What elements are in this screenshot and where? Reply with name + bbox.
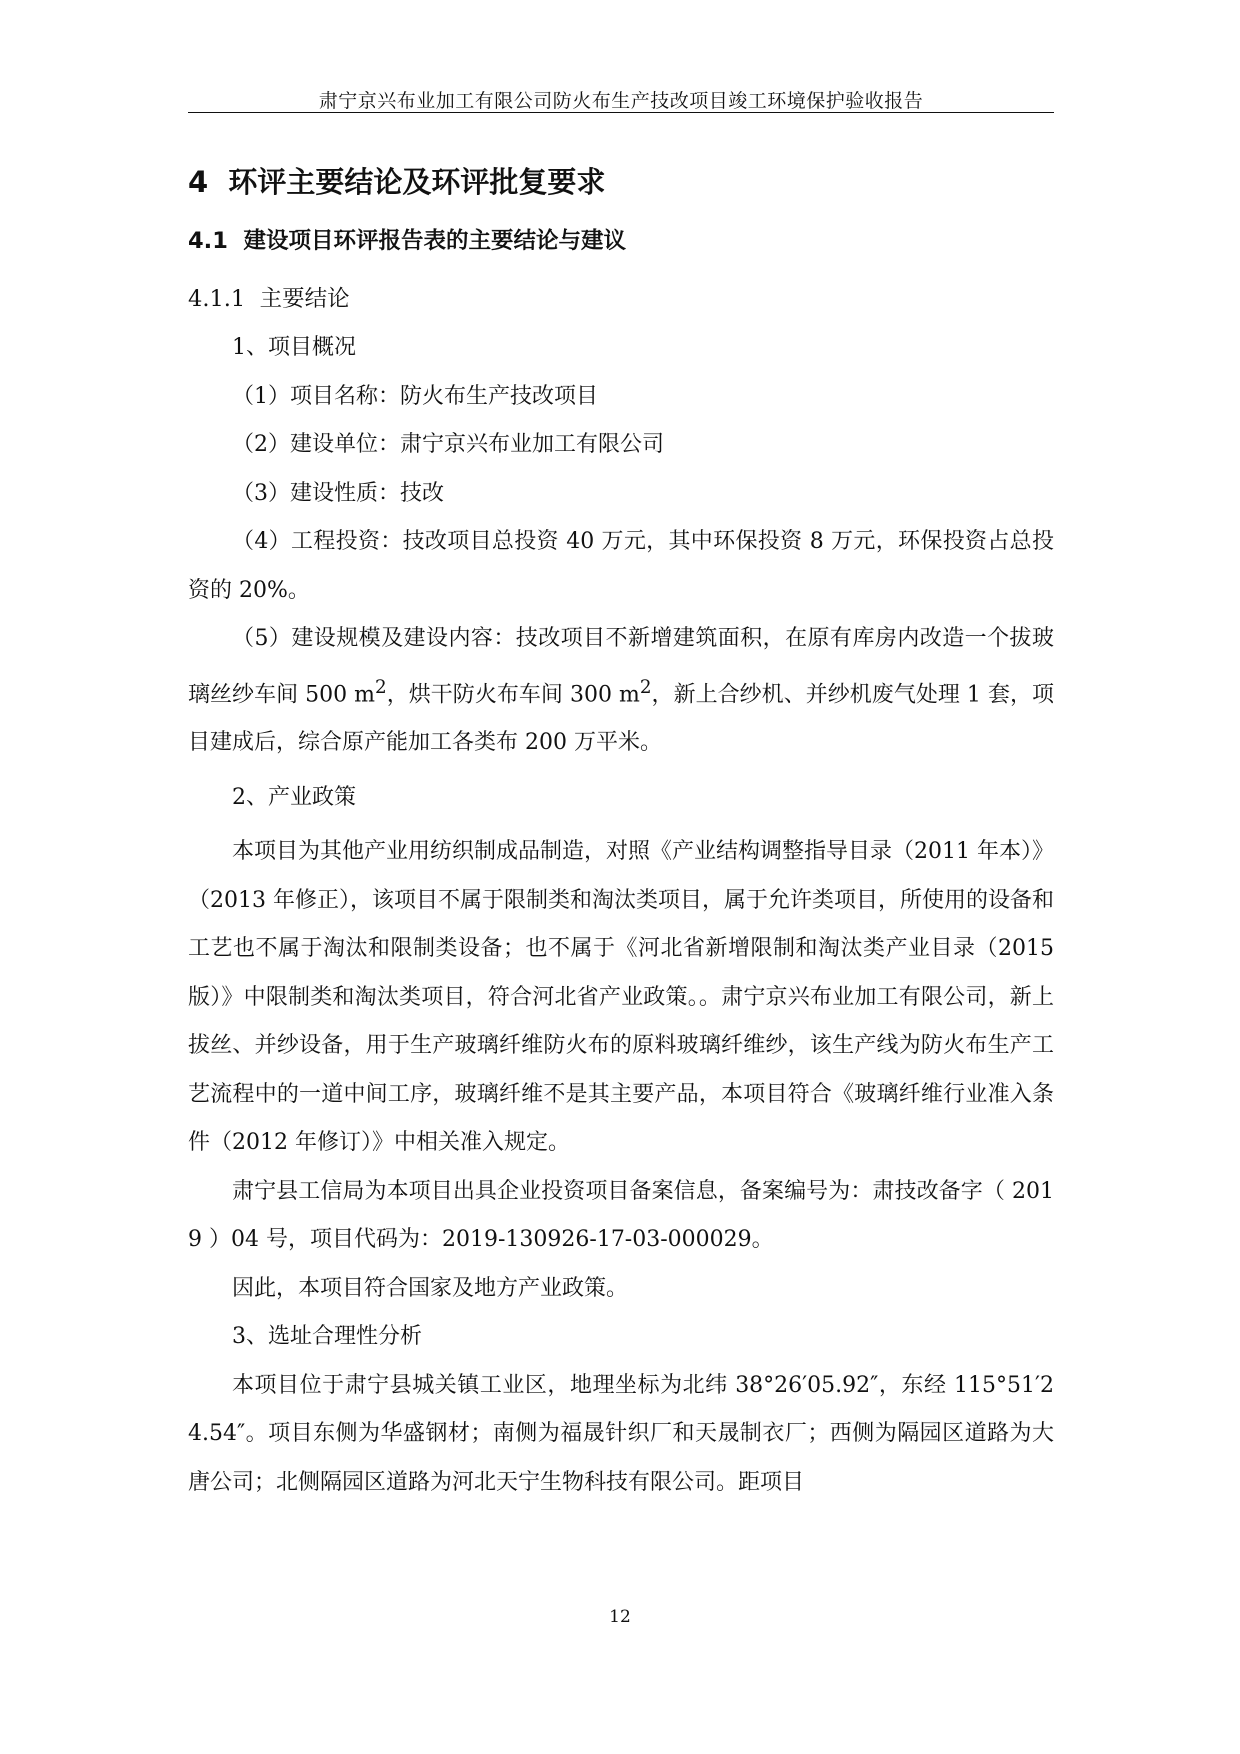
superscript-2: 2 — [639, 676, 652, 698]
page-number: 12 — [609, 1607, 631, 1627]
item-construction-nature: （3）建设性质：技改 — [232, 480, 444, 506]
paragraph-filing-info: 肃宁县工信局为本项目出具企业投资项目备案信息，备案编号为：肃技改备字（ 2019 ）04 号，项目代码为：2019-130926-17-03-000029。 — [188, 1178, 1054, 1253]
chapter-title: 环评主要结论及环评批复要求 — [228, 165, 606, 199]
subsection-number: 4.1.1 — [188, 286, 246, 312]
section-number: 4.1 — [188, 228, 228, 254]
page-content — [188, 160, 1054, 1507]
heading-site-analysis: 3、选址合理性分析 — [232, 1324, 422, 1350]
running-header: 肃宁京兴布业加工有限公司防火布生产技改项目竣工环境保护验收报告 — [318, 90, 924, 112]
chapter-number: 4 — [188, 165, 209, 199]
superscript-2: 2 — [375, 676, 387, 698]
item-scale-content — [188, 615, 1054, 768]
item-scale-text-a: （5）建设规模及建设内容：技改项目不新增建筑面积，在原有库房内改造一个拔玻璃丝纱车间 500 m — [188, 626, 1054, 707]
item-investment: （4）工程投资：技改项目总投资 40 万元，其中环保投资 8 万元，环保投资占总投资的 20%。 — [188, 529, 1054, 603]
subsection-heading — [188, 276, 1054, 322]
item-scale-text-c: ，新上合纱机、并纱机废气处理 1 套，项目建成后，综合原产能加工各类布 200 万平米。 — [188, 681, 1054, 756]
item-construction-unit: （2）建设单位：肃宁京兴布业加工有限公司 — [232, 432, 664, 457]
chapter-heading — [188, 160, 1054, 204]
section-title: 建设项目环评报告表的主要结论与建议 — [243, 228, 627, 254]
item-scale-text-b: ，烘干防火布车间 300 m — [386, 681, 640, 707]
item-project-name: （1）项目名称：防火布生产技改项目 — [232, 383, 598, 409]
paragraph-site-location: 本项目位于肃宁县城关镇工业区，地理坐标为北纬 38°26′05.92″，东经 115°51′24.54″。项目东侧为华盛钢材；南侧为福晟针织厂和天晟制衣厂；西侧为隔园区道路为大唐公司；北侧隔园区道路为河北天宁生物科技有限公司。距项目 — [188, 1372, 1054, 1495]
subsection-title: 主要结论 — [259, 286, 350, 312]
heading-industry-policy: 2、产业政策 — [232, 784, 356, 810]
paragraph-policy-compliance: 本项目为其他产业用纺织制成品制造，对照《产业结构调整指导目录（2011 年本）》（2013 年修正），该项目不属于限制类和淘汰类项目，属于允许类项目，所使用的设备和工艺也不属于淘汰和限制类设备；也不属于《河北省新增限制和淘汰类产业目录（2015 版）》中限制类和淘汰类项目，符合河北省产业政策。。肃宁京兴布业加工有限公司，新上拔丝、并纱设备，用于生产玻璃纤维防火布的原料玻璃纤维纱，该生产线为防火布生产工艺流程中的一道中间工序，玻璃纤维不是其主要产品，本项目符合《玻璃纤维行业准入条件（2012 年修订）》中相关准入规定。 — [188, 839, 1054, 1156]
heading-project-overview: 1、项目概况 — [232, 335, 356, 360]
header-divider — [188, 112, 1054, 113]
section-heading — [188, 224, 1054, 258]
paragraph-policy-conclusion: 因此，本项目符合国家及地方产业政策。 — [232, 1275, 629, 1301]
